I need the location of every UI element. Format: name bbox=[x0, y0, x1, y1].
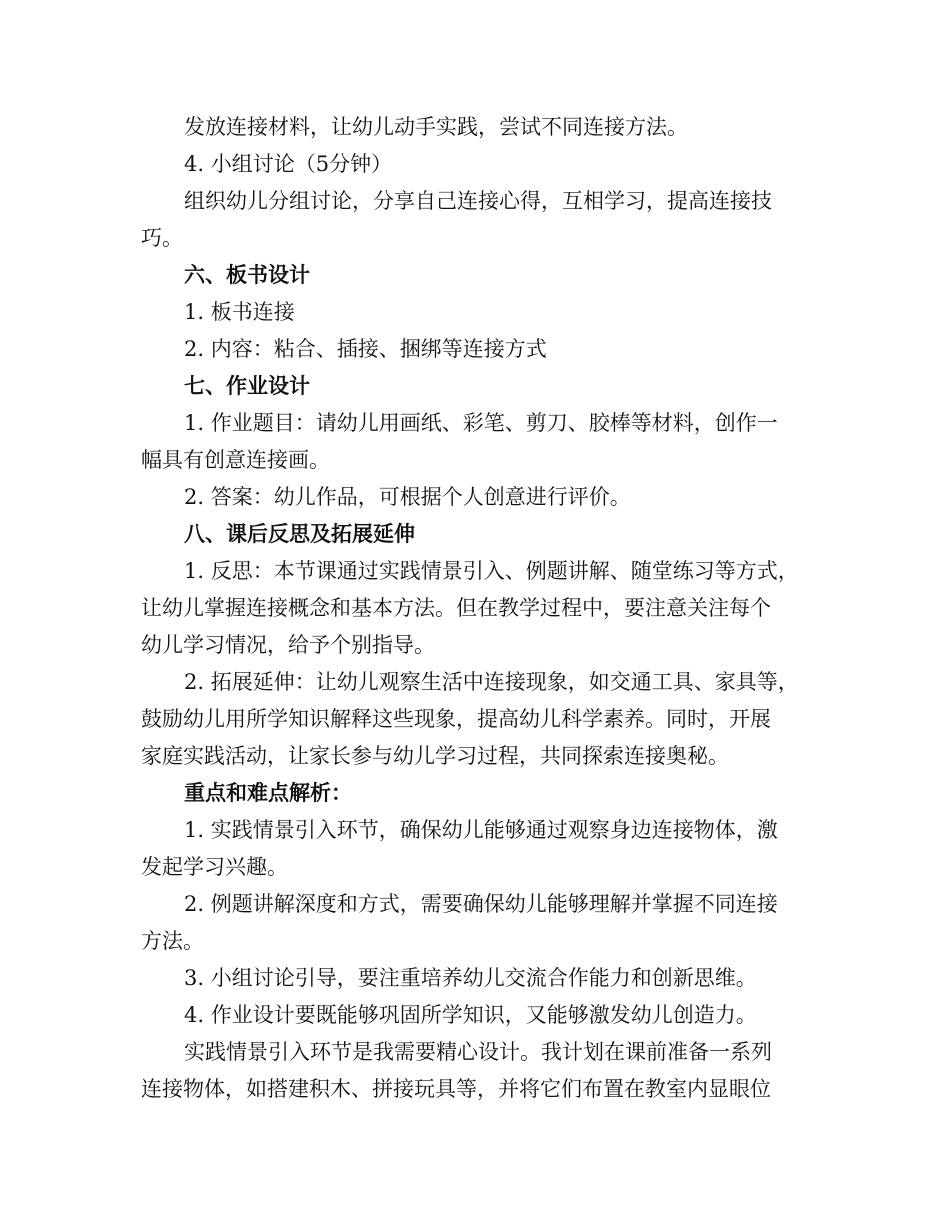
list-item: 3. 小组讨论引导，要注重培养幼儿交流合作能力和创新思维。 bbox=[184, 966, 757, 990]
section-heading: 八、课后反思及拓展延伸 bbox=[184, 522, 415, 546]
section-heading: 七、作业设计 bbox=[184, 374, 310, 398]
list-item: 2. 内容：粘合、插接、捆绑等连接方式 bbox=[184, 337, 547, 361]
paragraph-line: 实践情景引入环节是我需要精心设计。我计划在课前准备一系列 bbox=[184, 1040, 772, 1064]
paragraph-line: 鼓励幼儿用所学知识解释这些现象，提高幼儿科学素养。同时，开展 bbox=[141, 707, 771, 731]
paragraph-line: 连接物体，如搭建积木、拼接玩具等，并将它们布置在教室内显眼位 bbox=[141, 1077, 771, 1101]
list-item: 2. 例题讲解深度和方式，需要确保幼儿能够理解并掌握不同连接 bbox=[184, 892, 778, 916]
list-item: 1. 板书连接 bbox=[184, 300, 295, 324]
list-item: 2. 答案：幼儿作品，可根据个人创意进行评价。 bbox=[184, 485, 631, 509]
section-heading: 六、板书设计 bbox=[184, 263, 310, 287]
paragraph-line: 让幼儿掌握连接概念和基本方法。但在教学过程中，要注意关注每个 bbox=[141, 596, 771, 620]
list-item: 2. 拓展延伸：让幼儿观察生活中连接现象，如交通工具、家具等， bbox=[184, 670, 799, 694]
paragraph-line: 发放连接材料，让幼儿动手实践，尝试不同连接方法。 bbox=[184, 115, 688, 139]
list-item: 1. 反思：本节课通过实践情景引入、例题讲解、随堂练习等方式， bbox=[184, 559, 799, 583]
list-item: 1. 作业题目：请幼儿用画纸、彩笔、剪刀、胶棒等材料，创作一 bbox=[184, 411, 778, 435]
paragraph-line: 组织幼儿分组讨论，分享自己连接心得，互相学习，提高连接技 bbox=[184, 189, 772, 213]
list-item: 4. 小组讨论（5分钟） bbox=[184, 152, 393, 176]
paragraph-line: 幅具有创意连接画。 bbox=[141, 448, 330, 472]
paragraph-line: 巧。 bbox=[141, 226, 183, 250]
list-item: 1. 实践情景引入环节，确保幼儿能够通过观察身边连接物体，激 bbox=[184, 818, 778, 842]
paragraph-line: 发起学习兴趣。 bbox=[141, 855, 288, 879]
paragraph-line: 方法。 bbox=[141, 929, 204, 953]
list-item: 4. 作业设计要既能够巩固所学知识，又能够激发幼儿创造力。 bbox=[184, 1003, 757, 1027]
paragraph-line: 幼儿学习情况，给予个别指导。 bbox=[141, 633, 435, 657]
section-heading: 重点和难点解析： bbox=[184, 781, 352, 805]
paragraph-line: 家庭实践活动，让家长参与幼儿学习过程，共同探索连接奥秘。 bbox=[141, 744, 729, 768]
